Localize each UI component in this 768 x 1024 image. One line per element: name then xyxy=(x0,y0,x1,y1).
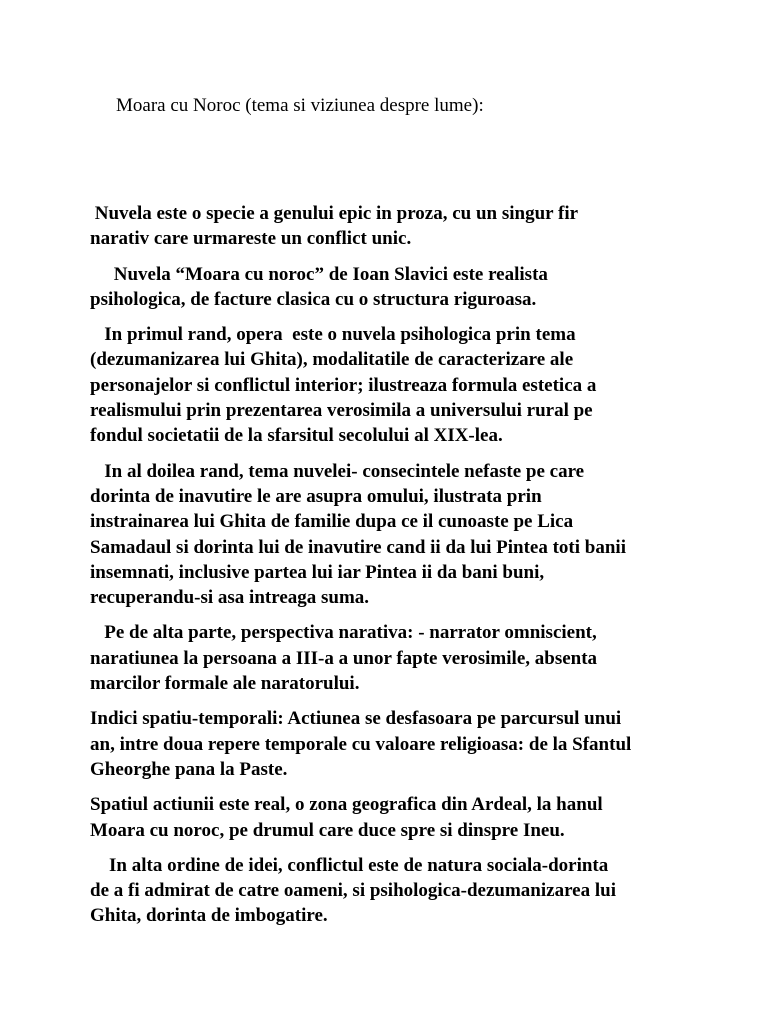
paragraph-narrative-perspective: Pe de alta parte, perspectiva narativa: - narrator omniscient, naratiunea la persoana a III-a a unor fapte verosimile, absenta marcilor formale ale naratorului. xyxy=(90,622,598,695)
paragraph-space: Spatiul actiunii este real, o zona geografica din Ardeal, la hanul Moara cu noroc, pe drumul care duce spre si dinspre Ineu. xyxy=(90,794,603,841)
document-body xyxy=(90,201,690,939)
paragraph-second-argument: In al doilea rand, tema nuvelei- consecintele nefaste pe care dorinta de inavutire le are asupra omului, ilustrata prin instrainarea lui Ghita de familie dupa ce il cunoaste pe Lica Samadaul si dorinta lui de inavutire cand ii da lui Pintea toti banii insemnati, inclusive partea lui iar Pintea ii da bani buni, recuperandu-si asa intreaga suma. xyxy=(90,460,626,609)
paragraph-first-argument: In primul rand, opera este o nuvela psihologica prin tema (dezumanizarea lui Ghita), modalitatile de caracterizare ale personajelor si conflictul interior; ilustreaza formula estetica a realismului prin prezentarea verosimila a universului rural pe fondul societatii de la sfarsitul secolului al XIX-lea. xyxy=(90,324,597,447)
paragraph-time-indices: Indici spatiu-temporali: Actiunea se desfasoara pe parcursul unui an, intre doua repere temporale cu valoare religioasa: de la Sfantul Gheorghe pana la Paste. xyxy=(90,708,632,780)
paragraph-definition: Nuvela este o specie a genului epic in proza, cu un singur fir narativ care urmareste un conflict unic. xyxy=(90,203,579,250)
document-title: Moara cu Noroc (tema si viziunea despre lume): xyxy=(116,95,484,116)
paragraph-conflict: In alta ordine de idei, conflictul este de natura sociala-dorinta de a fi admirat de catre oameni, si psihologica-dezumanizarea lui Ghita, dorinta de imbogatire. xyxy=(90,854,616,927)
paragraph-classification: Nuvela “Moara cu noroc” de Ioan Slavici este realista psihologica, de facture clasica cu o structura riguroasa. xyxy=(90,263,548,310)
